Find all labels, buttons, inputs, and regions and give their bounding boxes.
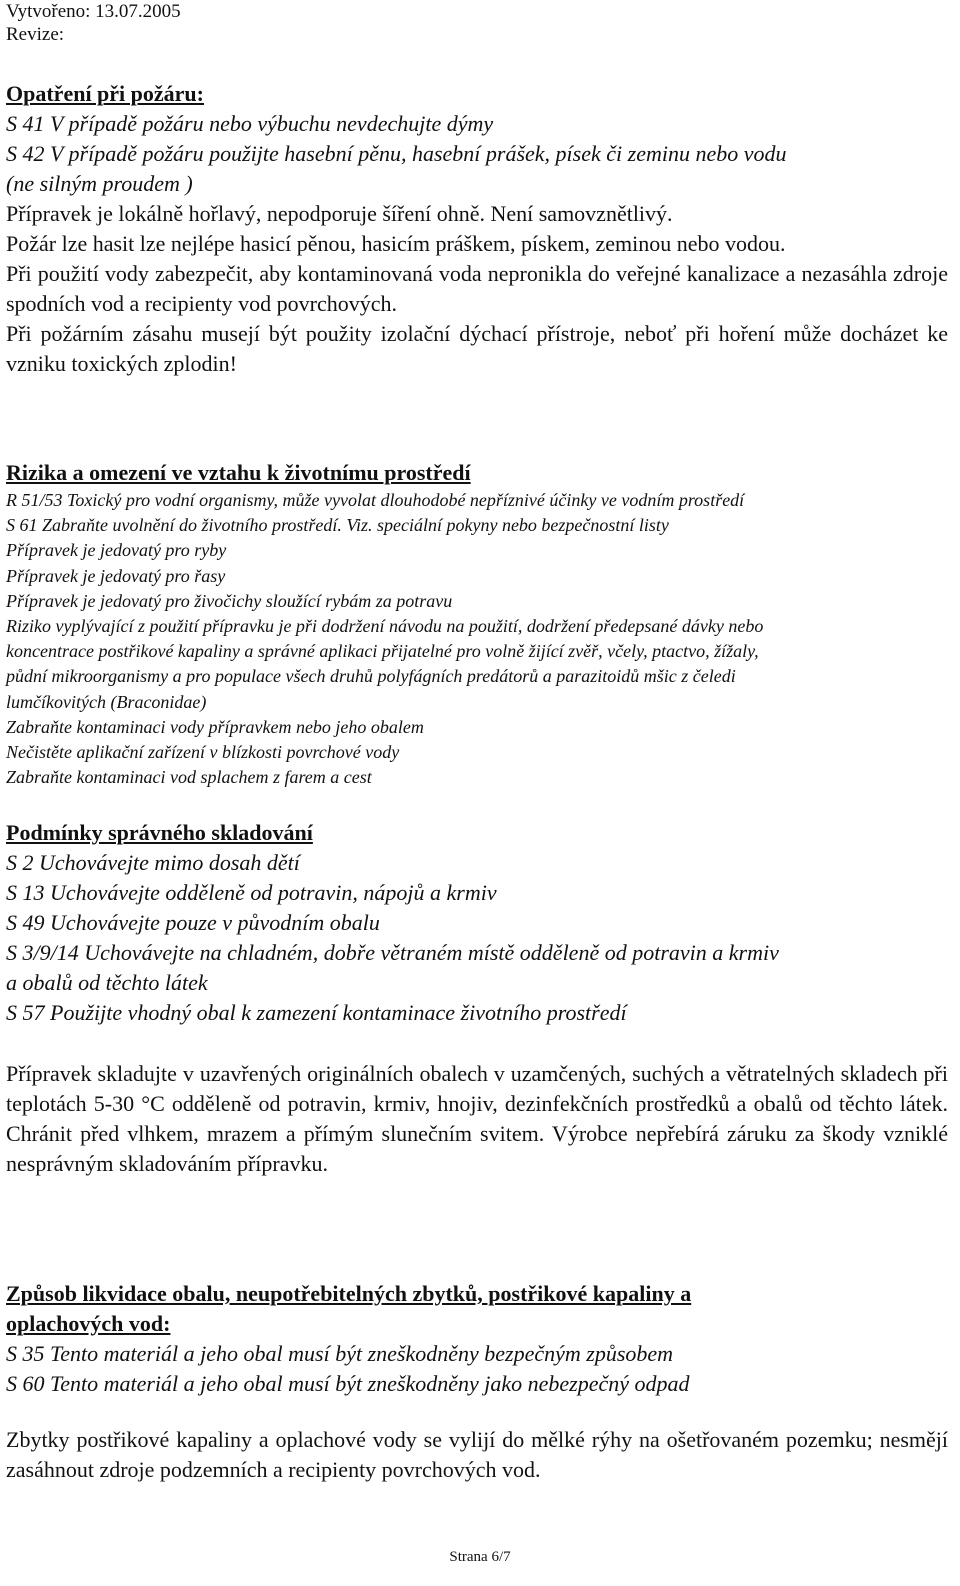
storage-s57-line: S 57 Použijte vhodný obal k zamezení kontaminace životního prostředí [6, 1000, 627, 1025]
disposal-paragraph: Zbytky postřikové kapaliny a oplachové vody se vylijí do mělké rýhy na ošetřovaném pozemku; nesmějí zasáhnout zdroje podzemních a recipienty povrchových vod. [6, 1427, 948, 1482]
risk-water-contamination-line: Zabraňte kontaminaci vody přípravkem nebo jeho obalem [6, 716, 424, 737]
fire-water-paragraph: Při použití vody zabezpečit, aby kontaminovaná voda nepronikla do veřejné kanalizace a nezasáhla zdroje spodních vod a recipienty vod povrchových. [6, 261, 948, 316]
disposal-heading: Způsob likvidace obalu, neupotřebitelných zbytků, postřikové kapaliny a [6, 1281, 692, 1306]
risk-cleaning-line: Nečistěte aplikační zařízení v blízkosti povrchové vody [6, 742, 400, 763]
fire-s42-line: S 42 V případě požáru použijte hasební pěnu, hasební prášek, písek či zeminu nebo vodu [6, 141, 787, 166]
disposal-s35-line: S 35 Tento materiál a jeho obal musí být zneškodněny bezpečným způsobem [6, 1341, 674, 1366]
storage-s3-9-14-continuation: a obalů od těchto látek [6, 970, 208, 995]
storage-paragraph: Přípravek skladujte v uzavřených originálních obalech v uzamčených, suchých a větratelných skladech při teplotách 5-30 °C odděleně od potravin, krmiv, hnojiv, dezinfekčních prostředků a obalů od těchto látek. Chránit před vlhkem, mrazem a přímým slunečním svitem. Výrobce nepřebírá záruku za škody vzniklé nesprávným skladováním přípravku. [6, 1061, 948, 1176]
storage-s49-line: S 49 Uchovávejte pouze v původním obalu [6, 910, 380, 935]
fire-flammability-line: Přípravek je lokálně hořlavý, nepodporuje šíření ohně. Není samovznětlivý. [6, 201, 673, 226]
disposal-instructions [6, 1425, 948, 1485]
storage-s3-9-14-line: S 3/9/14 Uchovávejte na chladném, dobře větraném místě odděleně od potravin a krmiv [6, 940, 779, 965]
fire-respirator-paragraph: Při požárním zásahu musejí být použity izolační dýchací přístroje, neboť při hoření může docházet ke vzniku toxických zplodin! [6, 321, 948, 376]
environment-risks-section [6, 458, 948, 790]
risk-fish-line: Přípravek je jedovatý pro ryby [6, 540, 227, 561]
disposal-s60-line: S 60 Tento materiál a jeho obal musí být zneškodněny jako nebezpečný odpad [6, 1371, 690, 1396]
fire-measures-heading: Opatření při požáru: [6, 81, 204, 106]
storage-s13-line: S 13 Uchovávejte odděleně od potravin, nápojů a krmiv [6, 880, 497, 905]
risk-paragraph-line: lumčíkovitých (Braconidae) [6, 691, 207, 712]
storage-s2-line: S 2 Uchovávejte mimo dosah dětí [6, 850, 300, 875]
fire-s41-line: S 41 V případě požáru nebo výbuchu nevdechujte dýmy [6, 111, 494, 136]
disposal-section [6, 1279, 948, 1399]
storage-instructions [6, 1059, 948, 1179]
fire-extinguish-line: Požár lze hasit lze nejlépe hasicí pěnou, hasicím práškem, pískem, zeminou nebo vodou. [6, 231, 786, 256]
page-number: Strana 6/7 [449, 1549, 511, 1565]
fire-measures-section [6, 79, 948, 379]
created-date: Vytvořeno: 13.07.2005 [6, 1, 181, 22]
risk-s61-line: S 61 Zabraňte uvolnění do životního prostředí. Viz. speciální pokyny nebo bezpečnostní listy [6, 515, 669, 536]
risk-paragraph-line: půdní mikroorganismy a pro populace všech druhů polyfágních predátorů a parazitoidů mšic z čeledi [6, 666, 736, 687]
risk-runoff-line: Zabraňte kontaminaci vod splachem z farem a cest [6, 767, 372, 788]
risk-r51-line: R 51/53 Toxický pro vodní organismy, může vyvolat dlouhodobé nepříznivé účinky ve vodním prostředí [6, 490, 745, 510]
risk-paragraph-line: koncentrace postřikové kapaliny a správné aplikaci přijatelné pro volně žijící zvěř, včely, ptactvo, žížaly, [6, 641, 759, 662]
risk-algae-line: Přípravek je jedovatý pro řasy [6, 565, 226, 586]
environment-risks-heading: Rizika a omezení ve vztahu k životnímu prostředí [6, 460, 471, 485]
fire-s42-continuation: (ne silným proudem ) [6, 171, 193, 196]
storage-section [6, 818, 948, 1028]
revision-label: Revize: [6, 24, 65, 45]
risk-organisms-line: Přípravek je jedovatý pro živočichy sloužící rybám za potravu [6, 590, 453, 611]
disposal-heading-continuation: oplachových vod: [6, 1311, 171, 1336]
risk-paragraph-line: Riziko vyplývající z použití přípravku je při dodržení návodu na použití, dodržení předepsané dávky nebo [6, 616, 764, 637]
storage-heading: Podmínky správného skladování [6, 820, 313, 845]
